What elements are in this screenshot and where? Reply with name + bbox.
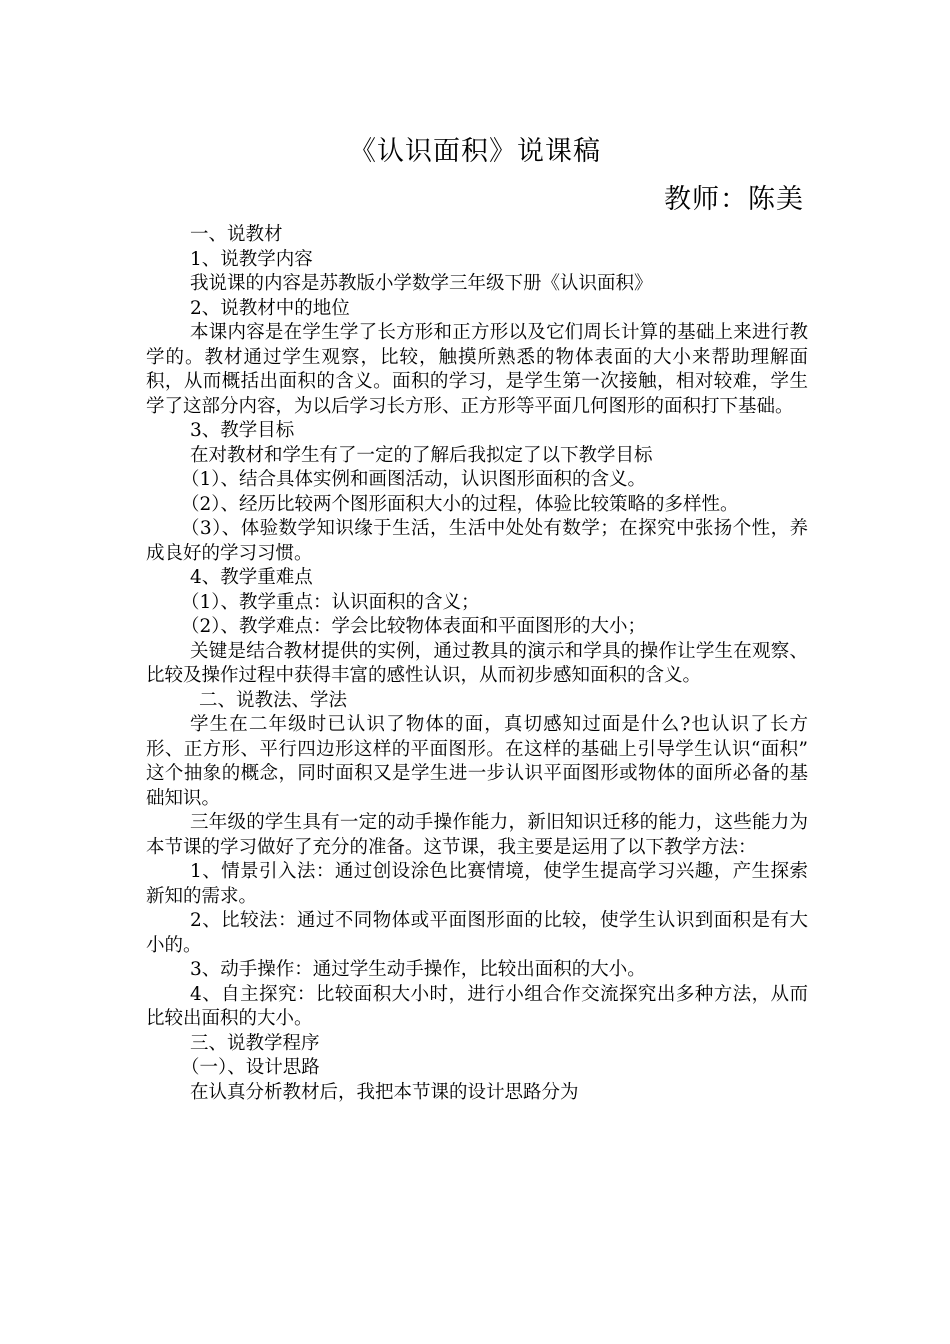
paragraph: 2、比较法：通过不同物体或平面图形面的比较，使学生认识到面积是有大小的。 bbox=[146, 910, 808, 956]
paragraph: （1）、结合具体实例和画图活动，认识图形面积的含义。 bbox=[181, 469, 647, 490]
paragraph: （3）、体验数学知识缘于生活，生活中处处有数学；在探究中张扬个性，养成良好的学习习惯。 bbox=[146, 518, 808, 564]
paragraph: 4、教学重难点 bbox=[190, 567, 313, 588]
paragraph: 2、说教材中的地位 bbox=[190, 297, 350, 319]
paragraph: 本课内容是在学生学了长方形和正方形以及它们周长计算的基础上来进行教学的。教材通过学生观察，比较，触摸所熟悉的物体表面的大小来帮助理解面积，从而概括出面积的含义。面积的学习，是学生第一次接触，相对较难，学生学了这部分内容，为以后学习长方形、正方形等平面几何图形的面积打下基础。 bbox=[146, 322, 808, 417]
paragraph: 三、说教学程序 bbox=[190, 1032, 320, 1054]
author-line: 教师：陈美 bbox=[664, 184, 804, 215]
paragraph: （2）、教学难点：学会比较物体表面和平面图形的大小； bbox=[181, 616, 647, 637]
paragraph: 在对教材和学生有了一定的了解后我拟定了以下教学目标 bbox=[190, 444, 653, 466]
paragraph: 我说课的内容是苏教版小学数学三年级下册《认识面积》 bbox=[190, 273, 653, 294]
paragraph: 学生在二年级时已认识了物体的面，真切感知过面是什么?也认识了长方形、正方形、平行四边形这样的平面图形。在这样的基础上引导学生认识“面积” 这个抽象的概念，同时面积又是学生进一步认识平面图形或物体的面所必备的基础知识。 bbox=[146, 714, 808, 809]
paragraph: 在认真分析教材后，我把本节课的设计思路分为 bbox=[190, 1081, 579, 1103]
paragraph: 1、说教学内容 bbox=[190, 248, 313, 270]
paragraph: 3、动手操作：通过学生动手操作，比较出面积的大小。 bbox=[190, 959, 646, 980]
document-title: 《认识面积》说课稿 bbox=[349, 136, 601, 167]
paragraph: （1）、教学重点：认识面积的含义； bbox=[181, 591, 480, 613]
paragraph: 4、自主探究：比较面积大小时，进行小组合作交流探究出多种方法，从而比较出面积的大小。 bbox=[146, 983, 808, 1029]
paragraph: 三年级的学生具有一定的动手操作能力，新旧知识迁移的能力，这些能力为本节课的学习做好了充分的准备。这节课，我主要是运用了以下教学方法： bbox=[146, 812, 808, 858]
document-body bbox=[146, 223, 808, 1105]
paragraph: （2）、经历比较两个图形面积大小的过程，体验比较策略的多样性。 bbox=[181, 493, 739, 515]
paragraph: （一）、设计思路 bbox=[181, 1057, 320, 1078]
paragraph: 1、情景引入法：通过创设涂色比赛情境，使学生提高学习兴趣，产生探索新知的需求。 bbox=[146, 861, 808, 907]
paragraph: 3、教学目标 bbox=[190, 420, 295, 441]
paragraph: 二、说教法、学法 bbox=[199, 689, 348, 711]
paragraph: 关键是结合教材提供的实例，通过教具的演示和学具的操作让学生在观察、比较及操作过程中获得丰富的感性认识，从而初步感知面积的含义。 bbox=[146, 640, 808, 686]
paragraph: 一、说教材 bbox=[190, 224, 283, 245]
